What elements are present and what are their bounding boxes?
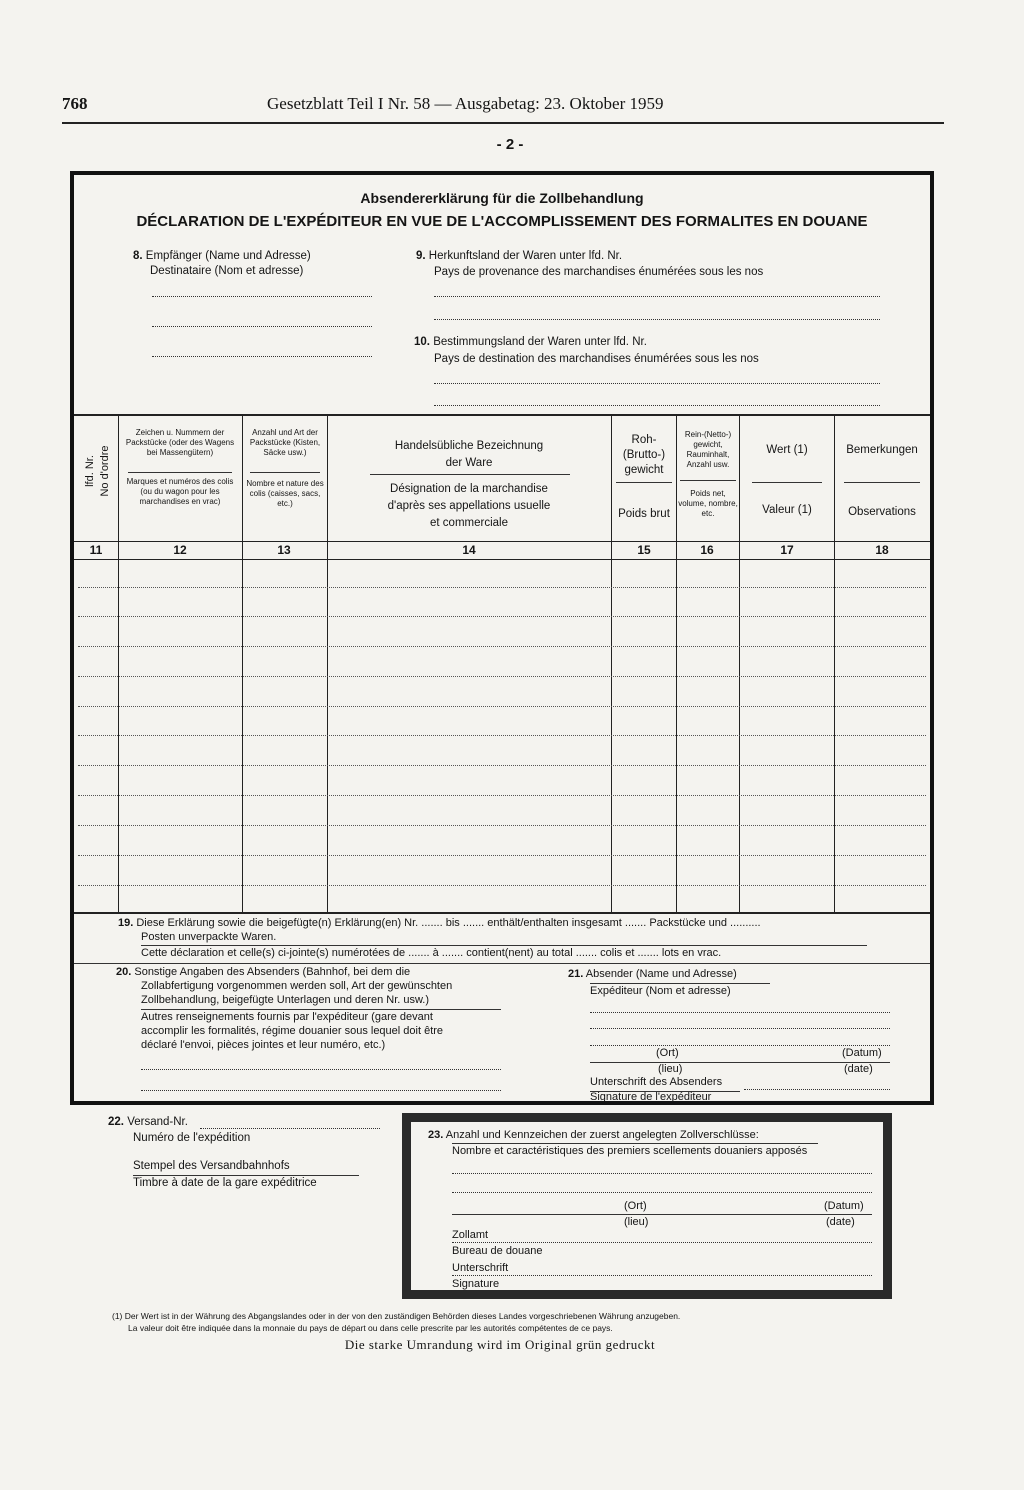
col-18-header-de: Bemerkungen	[846, 444, 918, 456]
field-20-line-fr-1: Autres renseignements fournis par l'expéditeur (gare devant	[141, 1011, 433, 1023]
table-bottom-rule	[74, 912, 930, 914]
field-20-line-fr-2: accomplir les formalités, régime douanier sous lequel doit être	[141, 1025, 444, 1037]
field-label-de: Diese Erklärung sowie die beigefügte(n) Erklärung(en) Nr. ....... bis ....... enthält/enthalten insgesamt ....... Packstücke und ..........	[136, 917, 761, 929]
field-label-de: Absender (Name und Adresse)	[585, 968, 737, 980]
official-signature-label-de: Unterschrift	[452, 1262, 509, 1274]
signature-label-de: Unterschrift des Absenders	[590, 1076, 723, 1088]
field-20-line-fr-3: déclaré l'envoi, pièces jointes et leur numéro, etc.)	[141, 1039, 386, 1051]
form-title-de: Absendererklärung für die Zollbehandlung	[360, 190, 644, 206]
page-mark: - 2 -	[496, 136, 524, 153]
field-label-de: Anzahl und Kennzeichen der zuerst angelegten Zollverschlüsse:	[445, 1129, 759, 1141]
sender-line-2[interactable]	[590, 1028, 890, 1029]
table-number-rule	[74, 559, 930, 560]
field-label-de: Bestimmungsland der Waren unter lfd. Nr.	[433, 336, 647, 348]
field-number: 20.	[116, 966, 132, 978]
col-17-header-de: Wert (1)	[766, 444, 808, 456]
field-20-split	[141, 1009, 501, 1010]
field-number: 9.	[416, 250, 426, 262]
field-10-label-fr: Pays de destination des marchandises énumérées sous les nos	[434, 353, 759, 365]
field-9-label-fr: Pays de provenance des marchandises énumérées sous les nos	[434, 266, 764, 278]
field-23-label-fr: Nombre et caractéristiques des premiers scellements douaniers apposés	[452, 1145, 808, 1157]
origin-line-1[interactable]	[434, 296, 880, 297]
place-label-fr: (lieu)	[658, 1063, 683, 1075]
column-divider	[739, 414, 740, 912]
footnote-fr: La valeur doit être indiquée dans la monnaie du pays de départ ou dans celle prescrite par les autorités compétentes de ce pays.	[128, 1323, 613, 1333]
recipient-line-3[interactable]	[152, 356, 372, 357]
col-12-split	[128, 472, 232, 473]
field-label-de: Sonstige Angaben des Absenders (Bahnhof, bei dem die	[134, 966, 411, 978]
table-row[interactable]	[78, 855, 926, 856]
table-row[interactable]	[78, 676, 926, 677]
seal-date-label-de: (Datum)	[824, 1200, 864, 1212]
field-number: 22.	[108, 1116, 124, 1128]
table-row[interactable]	[78, 587, 926, 588]
field-23-split	[452, 1143, 818, 1144]
seal-place-label-fr: (lieu)	[624, 1216, 649, 1228]
stamp-split	[133, 1175, 359, 1176]
col-12-number: 12	[173, 543, 187, 557]
origin-line-2[interactable]	[434, 319, 880, 320]
col-13-split	[250, 472, 320, 473]
col-12-header-de: Zeichen u. Nummern der Packstücke (oder des Wagens bei Massengütern)	[125, 428, 235, 457]
col-14-header-fr-1: Désignation de la marchandise	[390, 483, 548, 495]
table-row[interactable]	[78, 885, 926, 886]
col-12-header-fr: Marques et numéros des colis (ou du wagon pour les marchandises en vrac)	[126, 477, 234, 506]
field-21-label	[568, 968, 737, 980]
table-row[interactable]	[78, 735, 926, 736]
col-15-header-de-2: (Brutto-)	[622, 449, 666, 461]
field-19-line-1	[118, 917, 761, 929]
field-20-line-1	[116, 966, 410, 978]
field-20-line-3: Zollbehandlung, beigefügte Unterlagen und deren Nr. usw.)	[141, 994, 430, 1006]
sender-line-1[interactable]	[590, 1012, 890, 1013]
col-13-header-fr: Nombre et nature des colis (caisses, sacs, etc.)	[246, 479, 324, 508]
recipient-line-2[interactable]	[152, 326, 372, 327]
field-number: 8.	[133, 250, 143, 262]
col-14-split	[370, 474, 570, 475]
col-17-header-fr: Valeur (1)	[762, 504, 812, 516]
col-18-header-fr: Observations	[848, 506, 916, 518]
field-19-line-fr: Cette déclaration et celle(s) ci-jointe(s) numérotées de ....... à ....... contient(nent) au total ....... colis et ....... lots en vrac.	[141, 947, 722, 959]
customs-office-label-de: Zollamt	[452, 1229, 489, 1241]
page-number: 768	[62, 94, 88, 113]
closing-note: Die starke Umrandung wird im Original grün gedruckt	[344, 1337, 656, 1352]
recipient-line-1[interactable]	[152, 296, 372, 297]
col-15-header-fr: Poids brut	[618, 508, 670, 520]
column-divider	[118, 414, 119, 912]
official-signature-line[interactable]	[452, 1275, 872, 1276]
col-15-number: 15	[637, 543, 651, 557]
field-8-label	[133, 250, 311, 262]
footnote-de: (1) Der Wert ist in der Währung des Abgangslandes oder in der von den zuständigen Behörden dieses Landes vorgeschriebenen Währung anzugeben.	[112, 1311, 681, 1321]
field-23-label	[428, 1129, 759, 1141]
table-row[interactable]	[78, 646, 926, 647]
column-divider	[327, 414, 328, 912]
field-label-de: Versand-Nr.	[127, 1116, 188, 1128]
field-label-de: Empfänger (Name und Adresse)	[145, 250, 311, 262]
col-11-header-fr: No d'ordre	[99, 445, 111, 497]
seal-line-1[interactable]	[452, 1173, 872, 1174]
header-rule	[62, 122, 944, 124]
stamp-label-fr: Timbre à date de la gare expéditrice	[133, 1177, 317, 1189]
official-signature-label-fr: Signature	[452, 1278, 500, 1290]
col-14-header-fr-2: d'après ses appellations usuelle	[387, 500, 551, 512]
col-15-header-de-1: Roh-	[631, 434, 657, 446]
customs-office-line[interactable]	[452, 1242, 872, 1243]
other-info-line-2[interactable]	[141, 1090, 501, 1091]
table-row[interactable]	[78, 795, 926, 796]
section-rule	[74, 963, 930, 964]
col-16-split	[680, 480, 736, 481]
col-14-header-fr-3: et commerciale	[430, 517, 508, 529]
field-19-line-2: Posten unverpackte Waren.	[141, 931, 277, 943]
field-number: 21.	[568, 968, 584, 980]
customs-office-label-fr: Bureau de douane	[452, 1245, 543, 1257]
table-row[interactable]	[78, 706, 926, 707]
seal-date-label-fr: (date)	[826, 1216, 855, 1228]
col-18-split	[844, 482, 920, 483]
col-11-header-de: lfd. Nr.	[84, 455, 96, 487]
page-header	[62, 94, 942, 118]
col-14-header-de-2: der Ware	[445, 457, 493, 469]
other-info-line-1[interactable]	[141, 1069, 501, 1070]
col-13-number: 13	[277, 543, 291, 557]
col-18-number: 18	[875, 543, 889, 557]
column-divider	[611, 414, 612, 912]
col-17-split	[752, 482, 822, 483]
seal-line-2[interactable]	[452, 1192, 872, 1193]
col-16-number: 16	[700, 543, 714, 557]
seal-place-date-split	[452, 1214, 872, 1215]
col-15-header-de-3: gewicht	[624, 464, 664, 476]
col-16-header-de: Rein-(Netto-) gewicht, Rauminhalt, Anzahl usw.	[684, 430, 732, 469]
col-17-number: 17	[780, 543, 794, 557]
col-13-header-de: Anzahl und Art der Packstücke (Kisten, Säcke usw.)	[249, 428, 321, 457]
seal-place-label-de: (Ort)	[624, 1200, 647, 1212]
table-header-rule	[74, 541, 930, 542]
place-date-line[interactable]	[590, 1045, 890, 1046]
destination-line-1[interactable]	[434, 383, 880, 384]
place-label-de: (Ort)	[656, 1047, 679, 1059]
field-22-label	[108, 1116, 188, 1128]
field-10-label	[414, 336, 647, 348]
field-9-label	[416, 250, 622, 262]
stamp-label-de: Stempel des Versandbahnhofs	[133, 1160, 290, 1172]
field-8-label-fr: Destinataire (Nom et adresse)	[150, 265, 304, 277]
signature-label-fr: Signature de l'expéditeur	[590, 1091, 712, 1103]
form-frame	[70, 171, 934, 1105]
field-20-line-2: Zollabfertigung vorgenommen werden soll, Art der gewünschten	[141, 980, 453, 992]
field-22-label-fr: Numéro de l'expédition	[133, 1132, 251, 1144]
table-row[interactable]	[78, 765, 926, 766]
col-11-number: 11	[89, 543, 103, 557]
column-divider	[834, 414, 835, 912]
field-label-de: Herkunftsland der Waren unter lfd. Nr.	[428, 250, 623, 262]
field-number: 10.	[414, 336, 430, 348]
table-top-rule	[74, 414, 930, 416]
field-21-split	[590, 983, 770, 984]
field-19-split	[141, 945, 867, 946]
col-14-number: 14	[462, 543, 476, 557]
field-number: 23.	[428, 1129, 444, 1141]
column-divider	[242, 414, 243, 912]
date-label-fr: (date)	[844, 1063, 873, 1075]
table-row[interactable]	[78, 616, 926, 617]
field-21-label-fr: Expéditeur (Nom et adresse)	[590, 985, 731, 997]
sender-signature-line[interactable]	[744, 1089, 890, 1090]
destination-line-2[interactable]	[434, 405, 880, 406]
col-14-header-de-1: Handelsübliche Bezeichnung	[394, 440, 544, 452]
date-label-de: (Datum)	[842, 1047, 882, 1059]
form-title-fr: DÉCLARATION DE L'EXPÉDITEUR EN VUE DE L'ACCOMPLISSEMENT DES FORMALITES EN DOUANE	[136, 213, 868, 230]
gazette-title: Gesetzblatt Teil I Nr. 58 — Ausgabetag: 23. Oktober 1959	[267, 94, 664, 113]
col-15-split	[616, 482, 672, 483]
col-16-header-fr: Poids net, volume, nombre, etc.	[678, 489, 738, 518]
field-number: 19.	[118, 917, 134, 929]
table-row[interactable]	[78, 825, 926, 826]
shipment-number-line[interactable]	[200, 1128, 380, 1129]
